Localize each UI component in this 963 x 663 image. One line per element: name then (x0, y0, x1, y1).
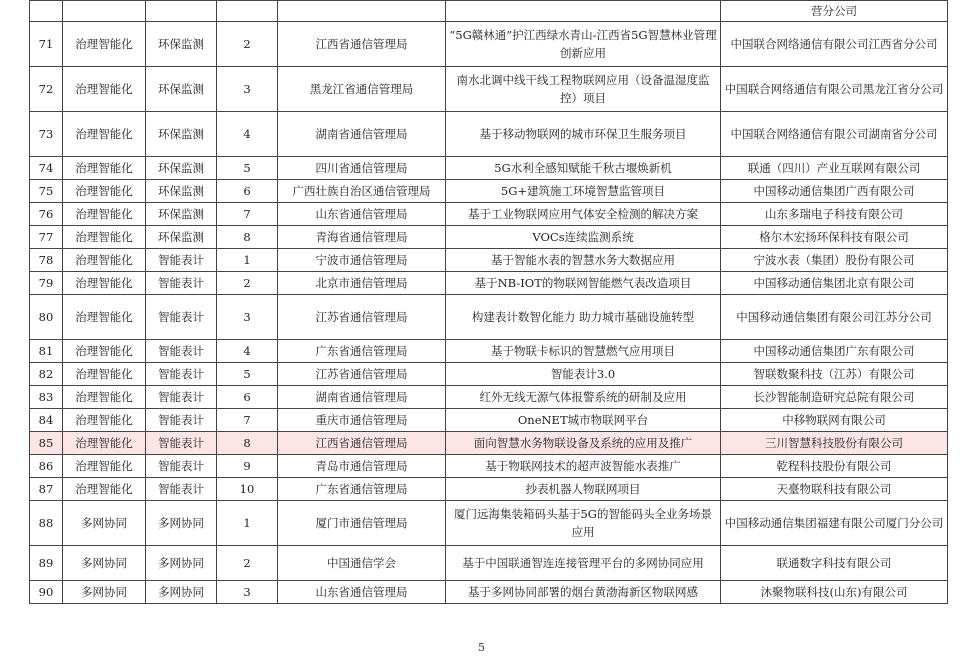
cell-no: 90 (30, 581, 63, 604)
cell-subcategory: 智能表计 (146, 249, 217, 272)
table-row (30, 272, 948, 295)
cell-index: 7 (217, 409, 278, 432)
cell-subcategory: 多网协同 (146, 501, 217, 546)
cell-department: 青岛市通信管理局 (278, 455, 446, 478)
cell-category: 治理智能化 (63, 409, 146, 432)
cell-project: 基于移动物联网的城市环保卫生服务项目 (446, 112, 721, 157)
cell-company: 沐聚物联科技(山东)有限公司 (721, 581, 948, 604)
table-row (30, 157, 948, 180)
cell-no: 77 (30, 226, 63, 249)
cell-category: 治理智能化 (63, 478, 146, 501)
cell-subcategory: 智能表计 (146, 295, 217, 340)
cell-company: 三川智慧科技股份有限公司 (721, 432, 948, 455)
cell-project: 基于NB-IOT的物联网智能燃气表改造项目 (446, 272, 721, 295)
cell-company: 乾程科技股份有限公司 (721, 455, 948, 478)
cell-category: 治理智能化 (63, 249, 146, 272)
cell-project: 基于物联卡标识的智慧燃气应用项目 (446, 340, 721, 363)
cell-index: 5 (217, 363, 278, 386)
cell-no: 89 (30, 546, 63, 581)
cell-index: 3 (217, 67, 278, 112)
cell-subcategory: 环保监测 (146, 157, 217, 180)
cell-department: 湖南省通信管理局 (278, 386, 446, 409)
cell-index: 1 (217, 249, 278, 272)
cell-index: 4 (217, 112, 278, 157)
cell-department: 广东省通信管理局 (278, 340, 446, 363)
cell-index: 8 (217, 432, 278, 455)
cell-project: “5G赣林通”护江西绿水青山-江西省5G智慧林业管理创新应用 (446, 22, 721, 67)
cell-category: 多网协同 (63, 501, 146, 546)
cell-no: 87 (30, 478, 63, 501)
cell-category: 治理智能化 (63, 432, 146, 455)
table-row (30, 546, 948, 581)
cell-project: 抄表机器人物联网项目 (446, 478, 721, 501)
cell-index: 2 (217, 22, 278, 67)
cell-company: 中国移动通信集团广东有限公司 (721, 340, 948, 363)
cell-department: 江苏省通信管理局 (278, 295, 446, 340)
cell-project: 5G水利全感知赋能千秋古堰焕新机 (446, 157, 721, 180)
cell-category: 治理智能化 (63, 157, 146, 180)
cell-subcategory: 智能表计 (146, 340, 217, 363)
cell-company: 智联数聚科技（江苏）有限公司 (721, 363, 948, 386)
cell-index: 7 (217, 203, 278, 226)
table-row (30, 432, 948, 455)
cell-subcategory: 环保监测 (146, 67, 217, 112)
table-row (30, 455, 948, 478)
cell-project: 基于智能水表的智慧水务大数据应用 (446, 249, 721, 272)
cell-department: 山东省通信管理局 (278, 203, 446, 226)
cell-project: OneNET城市物联网平台 (446, 409, 721, 432)
cell-index: 8 (217, 226, 278, 249)
cell-department: 北京市通信管理局 (278, 272, 446, 295)
cell-department: 重庆市通信管理局 (278, 409, 446, 432)
cell-no: 79 (30, 272, 63, 295)
cell-company: 营分公司 (721, 1, 948, 22)
cell-no: 78 (30, 249, 63, 272)
cell-subcategory: 智能表计 (146, 272, 217, 295)
cell-category: 治理智能化 (63, 226, 146, 249)
table-row (30, 112, 948, 157)
cell-company: 中国联合网络通信有限公司湖南省分公司 (721, 112, 948, 157)
cell-category: 多网协同 (63, 546, 146, 581)
table-row (30, 363, 948, 386)
cell-subcategory: 环保监测 (146, 112, 217, 157)
cell-index: 9 (217, 455, 278, 478)
cell-department: 广东省通信管理局 (278, 478, 446, 501)
cell-index: 3 (217, 295, 278, 340)
cell-category: 治理智能化 (63, 112, 146, 157)
cell-department: 山东省通信管理局 (278, 581, 446, 604)
table-row (30, 340, 948, 363)
cell-index: 6 (217, 180, 278, 203)
cell-subcategory: 环保监测 (146, 180, 217, 203)
cell-no: 71 (30, 22, 63, 67)
cell-category: 治理智能化 (63, 455, 146, 478)
cell-project: 基于多网协同部署的烟台黄渤海新区物联网感 (446, 581, 721, 604)
cell-subcategory: 智能表计 (146, 409, 217, 432)
page-number: 5 (478, 641, 485, 654)
cell-department: 广西壮族自治区通信管理局 (278, 180, 446, 203)
cell-company: 中国移动通信集团北京有限公司 (721, 272, 948, 295)
cell-subcategory: 智能表计 (146, 455, 217, 478)
cell-department: 青海省通信管理局 (278, 226, 446, 249)
cell-no: 82 (30, 363, 63, 386)
cell-project: 基于物联网技术的超声波智能水表推广 (446, 455, 721, 478)
cell-department: 湖南省通信管理局 (278, 112, 446, 157)
cell-no: 75 (30, 180, 63, 203)
cell-department: 厦门市通信管理局 (278, 501, 446, 546)
cell-category: 治理智能化 (63, 363, 146, 386)
cell-subcategory: 智能表计 (146, 363, 217, 386)
cell-index: 1 (217, 501, 278, 546)
cell-company: 联通（四川）产业互联网有限公司 (721, 157, 948, 180)
cell-department: 宁波市通信管理局 (278, 249, 446, 272)
cell-company: 宁波水表（集团）股份有限公司 (721, 249, 948, 272)
cell-index: 5 (217, 157, 278, 180)
cell-no: 85 (30, 432, 63, 455)
cell-company: 中移物联网有限公司 (721, 409, 948, 432)
cell-category: 治理智能化 (63, 67, 146, 112)
table-row (30, 22, 948, 67)
cell-company: 中国移动通信集团广西有限公司 (721, 180, 948, 203)
cell-index: 4 (217, 340, 278, 363)
cell-index: 6 (217, 386, 278, 409)
cell-company: 中国联合网络通信有限公司黑龙江省分公司 (721, 67, 948, 112)
table-row (30, 581, 948, 604)
table-row (30, 249, 948, 272)
cell-project: 面向智慧水务物联设备及系统的应用及推广 (446, 432, 721, 455)
cell-department: 江西省通信管理局 (278, 432, 446, 455)
cell-project: 构建表计数智化能力 助力城市基础设施转型 (446, 295, 721, 340)
cell-no: 73 (30, 112, 63, 157)
cell-project: VOCs连续监测系统 (446, 226, 721, 249)
cell-department: 黑龙江省通信管理局 (278, 67, 446, 112)
cell-no: 88 (30, 501, 63, 546)
cell-no: 80 (30, 295, 63, 340)
cell-category: 治理智能化 (63, 386, 146, 409)
cell-subcategory: 环保监测 (146, 22, 217, 67)
cell-subcategory: 智能表计 (146, 478, 217, 501)
cell-department: 中国通信学会 (278, 546, 446, 581)
table-row (30, 67, 948, 112)
cell-department: 江西省通信管理局 (278, 22, 446, 67)
cell-subcategory: 智能表计 (146, 432, 217, 455)
cell-company: 山东多瑞电子科技有限公司 (721, 203, 948, 226)
table-row-continuation (30, 1, 948, 22)
cell-index: 2 (217, 272, 278, 295)
table-row (30, 226, 948, 249)
table-row (30, 478, 948, 501)
cell-company: 中国移动通信集团有限公司江苏分公司 (721, 295, 948, 340)
cell-category: 治理智能化 (63, 340, 146, 363)
cell-subcategory: 多网协同 (146, 546, 217, 581)
cell-subcategory: 智能表计 (146, 386, 217, 409)
cell-company: 天臺物联科技有限公司 (721, 478, 948, 501)
cell-no: 86 (30, 455, 63, 478)
cell-no: 76 (30, 203, 63, 226)
table-row (30, 203, 948, 226)
cell-subcategory: 多网协同 (146, 581, 217, 604)
cell-company: 中国联合网络通信有限公司江西省分公司 (721, 22, 948, 67)
cell-project: 基于中国联通智连连接管理平台的多网协同应用 (446, 546, 721, 581)
cell-no: 81 (30, 340, 63, 363)
cell-category: 治理智能化 (63, 180, 146, 203)
cell-subcategory: 环保监测 (146, 203, 217, 226)
cell-subcategory: 环保监测 (146, 226, 217, 249)
cell-project: 厦门远海集装箱码头基于5G的智能码头全业务场景应用 (446, 501, 721, 546)
cell-company: 中国移动通信集团福建有限公司厦门分公司 (721, 501, 948, 546)
cell-project: 红外无线无源气体报警系统的研制及应用 (446, 386, 721, 409)
cell-index: 2 (217, 546, 278, 581)
cell-company: 格尔木宏扬环保科技有限公司 (721, 226, 948, 249)
cell-project: 南水北调中线干线工程物联网应用（设备温湿度监控）项目 (446, 67, 721, 112)
cell-index: 3 (217, 581, 278, 604)
cell-category: 治理智能化 (63, 203, 146, 226)
cell-company: 联通数字科技有限公司 (721, 546, 948, 581)
cell-project: 基于工业物联网应用气体安全检测的解决方案 (446, 203, 721, 226)
table-row (30, 409, 948, 432)
cell-category: 多网协同 (63, 581, 146, 604)
cell-no: 84 (30, 409, 63, 432)
table-row (30, 295, 948, 340)
cell-project: 5G+建筑施工环境智慧监管项目 (446, 180, 721, 203)
cell-no: 83 (30, 386, 63, 409)
cell-project: 智能表计3.0 (446, 363, 721, 386)
cell-department: 四川省通信管理局 (278, 157, 446, 180)
table-row (30, 501, 948, 546)
table-row (30, 386, 948, 409)
project-table (29, 0, 948, 604)
cell-category: 治理智能化 (63, 295, 146, 340)
cell-department: 江苏省通信管理局 (278, 363, 446, 386)
cell-no: 74 (30, 157, 63, 180)
cell-index: 10 (217, 478, 278, 501)
cell-category: 治理智能化 (63, 272, 146, 295)
cell-no: 72 (30, 67, 63, 112)
cell-category: 治理智能化 (63, 22, 146, 67)
table-row (30, 180, 948, 203)
cell-company: 长沙智能制造研究总院有限公司 (721, 386, 948, 409)
